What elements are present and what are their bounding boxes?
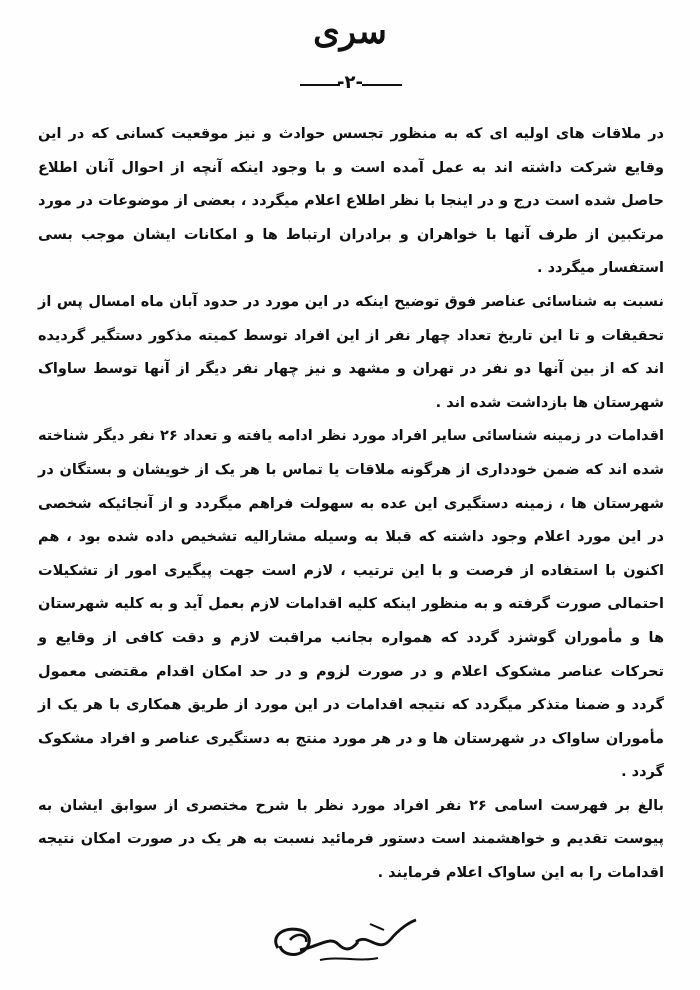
paragraph-1: در ملاقات های اولیه ای که به منظور تجسس حوادث و نیز موقعیت کسانی که در این وقایع شرکت داشته اند به عمل آمده است و با وجود اینکه آنچه از احوال آنان اطلاع حاصل شده است درج و در اینجا با نظر اطلاع اعلام میگردد ، بعضی از موضوعات در مورد مرتکبین از طرف آنها با خواهران و برادران ارتباط ها و امکانات ایشان موجب بسی استفسار میگردد . [38,126,664,277]
paragraph-4: بالغ بر فهرست اسامی ۲۶ نفر افراد مورد نظر با شرح مختصری از سوابق ایشان به پیوست تقدیم و خواهشمند است دستور فرمائید نسبت به هر یک در صورت امکان نتیجه اقدامات را به این ساواک اعلام فرمایند . [38,797,665,882]
handwritten-signature [260,906,420,978]
classification-heading: سری [313,12,387,52]
page-number-rule-right [362,84,402,86]
letter-body [38,118,664,891]
paragraph-3: اقدامات در زمینه شناسائی سایر افراد مورد نظر ادامه یافته و تعداد ۲۶ نفر دیگر شناخته شده اند که ضمن خودداری از هرگونه ملاقات یا تماس با هر یک از خویشان و بستگان در شهرستان ها ، زمینه دستگیری این عده به سهولت فراهم میگردد و از آنجائیکه شخصی در این مورد اعلام وجود داشته که قبلا به وسیله مشارالیه تشخیص داده شده بود ، هم اکنون با استفاده از فرصت و با این ترتیب ، لازم است جهت پیگیری امور از تشکیلات احتمالی صورت گرفته و به منظور اینکه کلیه اقدامات لازم بعمل آید و به کلیه شهرستان ها و مأموران گوشزد گردد که همواره بجانب مراقبت لازم و دقت کافی از وقایع و تحرکات عناصر مشکوک اعلام و در صورت لزوم و در حد امکان اقدام مقتضی معمول گردد و ضمنا متذکر میگردد که نتیجه اقدامات در این مورد از طریق همکاری با هر یک از مأموران ساواک در شهرستان ها و در هر مورد منتج به دستگیری عناصر و افراد مشکوک گردد . [38,428,664,781]
page-number: -۲- [337,72,363,93]
paragraph-2: نسبت به شناسائی عناصر فوق توضیح اینکه در این مورد در حدود آبان ماه امسال پس از تحقیقات و تا این تاریخ تعداد چهار نفر از این افراد توسط کمیته مذکور دستگیر گردیده اند که از بین آنها دو نفر در تهران و مشهد و نیز چهار نفر دیگر از آنها توسط ساواک شهرستان ها بازداشت شده اند . [38,293,664,411]
